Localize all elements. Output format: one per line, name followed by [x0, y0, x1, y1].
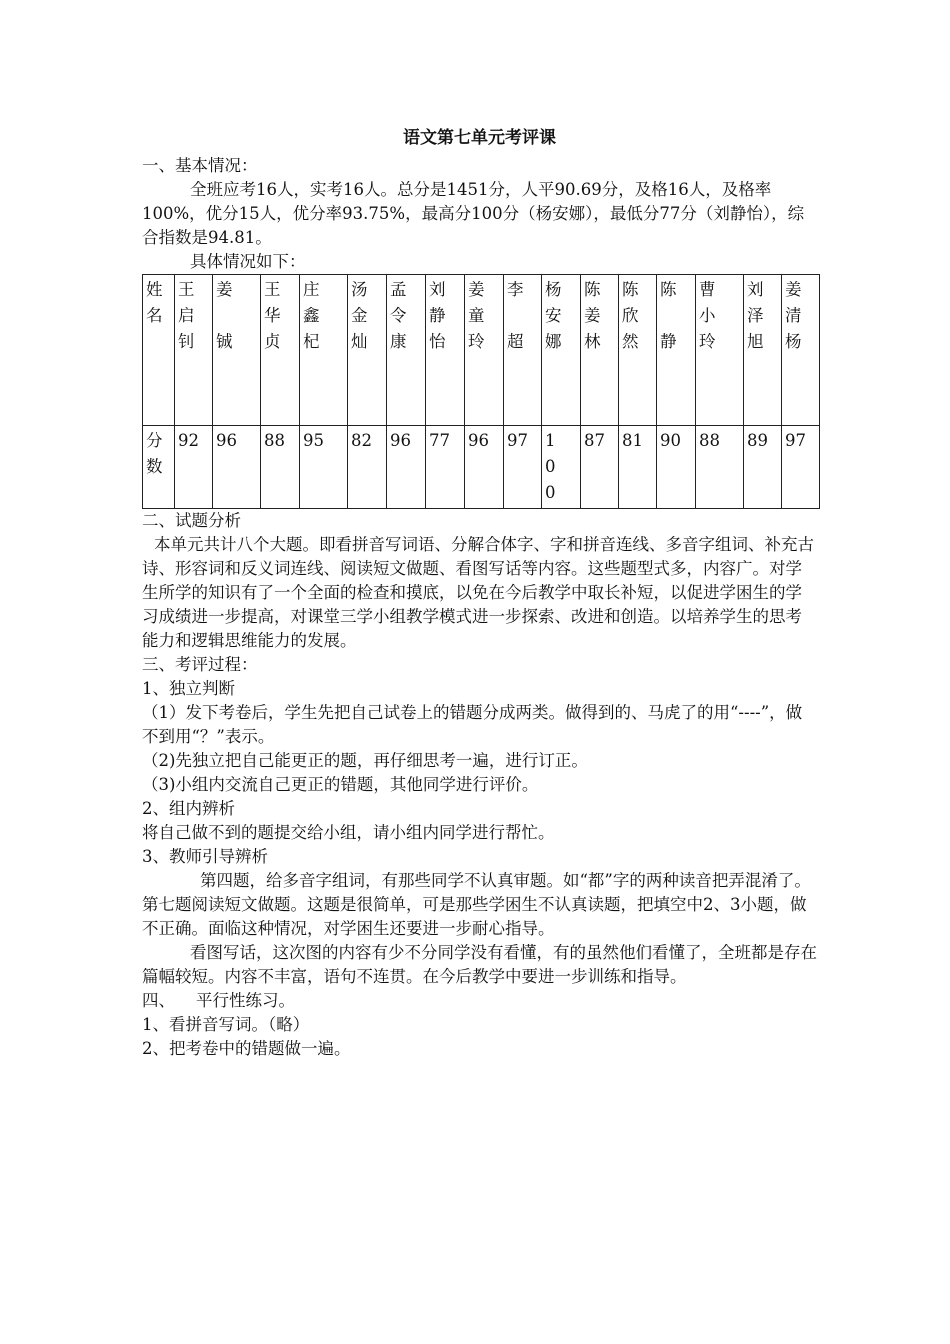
student-name: 刘静怡	[426, 275, 465, 426]
student-score: 81	[619, 426, 657, 509]
student-score: 82	[348, 426, 387, 509]
student-name: 陈欣然	[619, 275, 657, 426]
practice-item-2: 2、把考卷中的错题做一遍。	[142, 1039, 351, 1058]
student-score: 96	[387, 426, 426, 509]
student-score: 97	[504, 426, 542, 509]
student-name: 孟令康	[387, 275, 426, 426]
process-sub2-body: 将自己做不到的题提交给小组，请小组内同学进行帮忙。	[142, 823, 555, 842]
header-name: 姓名	[143, 275, 175, 426]
student-name: 姜清杨	[782, 275, 820, 426]
student-score: 97	[782, 426, 820, 509]
process-sub1-heading: 1、独立判断	[142, 679, 235, 698]
header-score: 分数	[143, 426, 175, 509]
student-name: 杨安娜	[542, 275, 581, 426]
process-sub3-paragraph-1: 第四题，给多音字组词，有那些同学不认真审题。如“都”字的两种读音把弄混淆了。第七题阅读短文做题。这题是很简单，可是那些学困生不认真读题，把填空中2、3小题，做不正确。面临这种情况，对学困生还要进一步耐心指导。	[142, 871, 811, 938]
process-sub2-heading: 2、组内辨析	[142, 799, 235, 818]
student-name: 李 超	[504, 275, 542, 426]
section-heading-analysis: 二、试题分析	[142, 511, 241, 530]
table-row-names	[143, 275, 820, 426]
student-score: 92	[175, 426, 213, 509]
student-score: 100	[542, 426, 581, 509]
student-name: 曹小玲	[696, 275, 744, 426]
student-name: 庄鑫杞	[300, 275, 348, 426]
student-name: 姜童玲	[465, 275, 504, 426]
student-name: 陈姜林	[581, 275, 619, 426]
document-title: 语文第七单元考评课	[403, 128, 556, 148]
process-item-1: （1）发下考卷后，学生先把自己试卷上的错题分成两类。做得到的、马虎了的用“----”，做不到用“？”表示。	[142, 703, 803, 746]
practice-item-1: 1、看拼音写词。（略）	[142, 1015, 310, 1034]
section-heading-basic: 一、基本情况：	[142, 156, 258, 175]
student-score: 90	[657, 426, 696, 509]
analysis-body: 本单元共计八个大题。即看拼音写词语、分解合体字、字和拼音连线、多音字组词、补充古诗、形容词和反义词连线、阅读短文做题、看图写话等内容。这些题型式多，内容广。对学生所学的知识有了一个全面的检查和摸底，以免在今后教学中取长补短，以促进学困生的学习成绩进一步提高，对课堂三学小组教学模式进一步探索、改进和创造。以培养学生的思考能力和逻辑思维能力的发展。	[142, 535, 814, 650]
basic-summary: 全班应考16人，实考16人。总分是1451分，人平90.69分，及格16人，及格率100%，优分15人，优分率93.75%，最高分100分（杨安娜），最低分77分（刘静怡），综合指数是94.81。	[142, 180, 805, 247]
student-score: 96	[213, 426, 261, 509]
student-score: 77	[426, 426, 465, 509]
student-score: 88	[261, 426, 300, 509]
document-page	[142, 122, 817, 1061]
process-sub3-heading: 3、教师引导辨析	[142, 847, 268, 866]
section-heading-practice: 四、 平行性练习。	[142, 991, 295, 1010]
table-row-scores	[143, 426, 820, 509]
student-name: 姜 铖	[213, 275, 261, 426]
process-item-3: （3)小组内交流自己更正的错题，其他同学进行评价。	[142, 775, 539, 794]
section-heading-process: 三、考评过程：	[142, 655, 258, 674]
student-score: 95	[300, 426, 348, 509]
student-score: 88	[696, 426, 744, 509]
student-name: 陈 静	[657, 275, 696, 426]
process-sub3-paragraph-2: 看图写话，这次图的内容有少不分同学没有看懂，有的虽然他们看懂了，全班都是存在篇幅较短。内容不丰富，语句不连贯。在今后教学中要进一步训练和指导。	[142, 943, 817, 986]
student-score: 87	[581, 426, 619, 509]
process-item-2: （2)先独立把自己能更正的题，再仔细思考一遍，进行订正。	[142, 751, 588, 770]
detail-intro: 具体情况如下：	[190, 252, 306, 271]
student-name: 汤金灿	[348, 275, 387, 426]
student-name: 王华贞	[261, 275, 300, 426]
student-name: 王启钊	[175, 275, 213, 426]
score-table	[142, 274, 820, 509]
student-score: 96	[465, 426, 504, 509]
student-name: 刘泽旭	[744, 275, 782, 426]
student-score: 89	[744, 426, 782, 509]
